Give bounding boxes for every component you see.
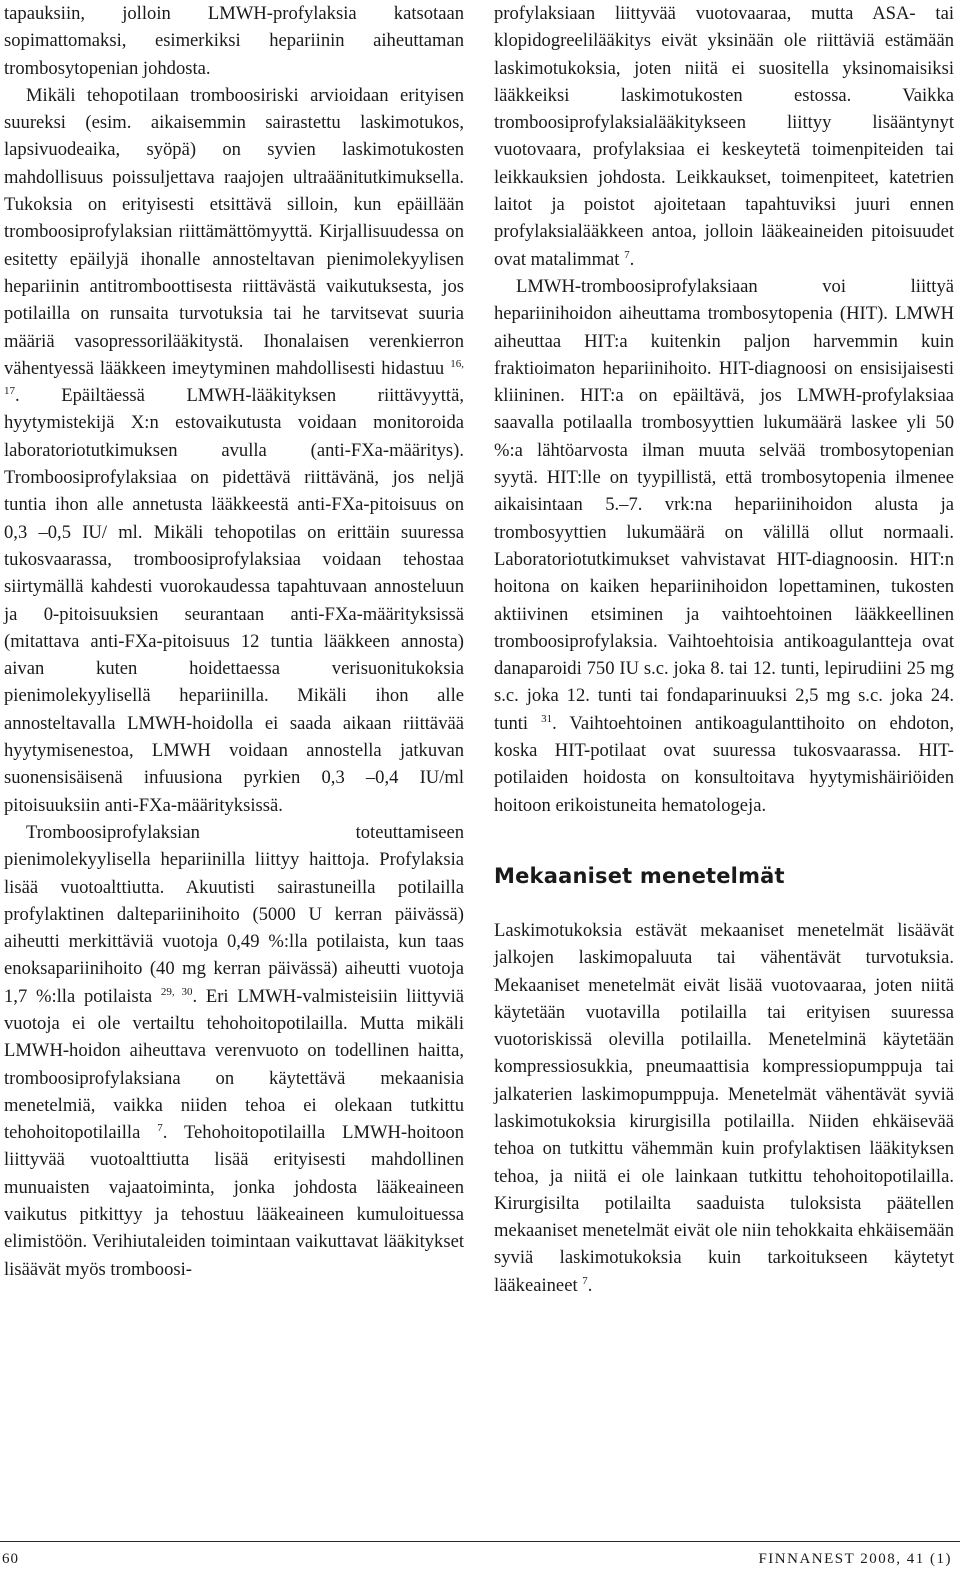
journal-reference: FINNANEST 2008, 41 (1) [758,1551,952,1567]
body-paragraph [494,273,954,819]
text-segment: . Tehohoitopotilailla LMWH-hoitoon liittyvää vuotoalttiutta lisää erityisesti mahdollinen munuaisten vajaatoiminta, jonka johdosta lääkeaineen vaikutus pitkittyy ja tehostuu lääkeaineen kumuloituessa elimistöön. Verihiutaleiden toimintaan vaikuttavat lääkitykset lisäävät myös tromboosi- [4,1122,464,1280]
citation-reference: 31 [541,712,553,725]
text-segment: LMWH-tromboosiprofylaksiaan voi liittyä hepariinihoidon aiheuttama trombosytopenia (HIT). LMWH aiheuttaa HIT:a kuitenkin paljon harvemmin kuin fraktioimaton hepariinihoito. HIT-diagnoosi on ensisijaisesti kliininen. HIT:a on epäiltävä, jos LMWH-profylaksiaa saavalla potilaalla trombosyyttien lukumäärä laskee yli 50 %:a lähtöarvosta ilman muuta selvää trombosytopenian syytä. HIT:lle on tyypillistä, että trombosytopenia ilmenee aikaisintaan 5.–7. vrk:na hepariinihoidon alusta ja trombosyyttien lukumäärä on välillä ollut normaali. Laboratoriotutkimukset vahvistavat HIT-diagnoosin. HIT:n hoitona on kaiken hepariinihoidon lopettaminen, tukosten aktiivinen etsiminen ja vaihtoehtoinen lääkkeellinen tromboosiprofylaksia. Vaihtoehtoisia antikoagulantteja ovat danaparoidi 750 IU s.c. joka 8. tai 12. tunti, lepirudiini 25 mg s.c. joka 12. tunti tai fondaparinuuksi 2,5 mg s.c. joka 24. tunti [494,275,954,734]
text-segment: . Vaihtoehtoinen antikoagulanttihoito on ehdoton, koska HIT-potilaat ovat suuressa tukosvaarassa. HIT-potilaiden hoidosta on konsultoitava hyytymishäiriöiden hoitoon erikoistuneita hematologeja. [494,712,954,816]
citation-reference: 7 [624,248,630,261]
right-column [494,0,954,1299]
citation-reference: 29, 30 [160,985,193,998]
text-segment: profylaksiaan liittyvää vuotovaaraa, mutta ASA- tai klopidogreelilääkitys eivät yksinään ole riittäviä estämään laskimotukoksia, joten niitä ei suositella yksinomaisiksi lääkkeiksi laskimotukosten estossa. Vaikka tromboosiprofylaksialääkitykseen liittyy lisääntynyt vuotovaara, profylaksiaa ei keskeytetä toimenpiteiden tai leikkauksien johdosta. Leikkaukset, toimenpiteet, katetrien laitot ja poistot ajoitetaan tapahtuviksi juuri ennen profylaksialääkkeen antoa, jolloin lääkeaineiden pitoisuudet ovat matalimmat [494,3,954,270]
section-heading: Mekaaniset menetelmät [494,863,785,888]
body-paragraph [4,0,464,82]
body-paragraph [494,917,954,1299]
citation-reference: 16, 17 [4,357,464,397]
left-column [4,0,464,1283]
text-segment: . [629,248,635,270]
text-segment: . Eri LMWH-valmisteisiin liittyviä vuotoja ei ole vertailtu tehohoitopotilailla. Mutta mikäli LMWH-hoidon aiheuttava verenvuoto on todellinen haitta, tromboosiprofylaksiana on käytettävä mekaanisia menetelmiä, vaikka niiden tehoa ei olekaan tutkittu tehohoitopotilailla [4,985,464,1144]
body-paragraph [494,0,954,273]
right-column-text-bottom [494,917,954,1299]
footer-divider [0,1541,960,1542]
text-segment: tapauksiin, jolloin LMWH-profylaksia katsotaan sopimattomaksi, esimerkiksi hepariinin aiheuttaman trombosytopenian johdosta. [4,3,464,79]
text-segment: Mikäli tehopotilaan tromboosiriski arvioidaan erityisen suureksi (esim. aikaisemmin sairastettu laskimotukos, lapsivuodeaika, syöpä) on syvien laskimotukosten mahdollisuus poissuljettava raajojen ultraäänitutkimuksella. Tukoksia on erityisesti etsittävä silloin, kun epäillään tromboosiprofylaksian riittämättömyyttä. Kirjallisuudessa on esitetty epäilyjä ihonalle annosteltavan pienimolekyylisen hepariinin antitromboottisesta riittävästä vaikutuksesta, jos potilailla on runsaita turvotuksia tai he tarvitsevat suuria määriä vasopressorilääkitystä. Ihonalaisen verenkierron vähentyessä lääkkeen imeytyminen mahdollisesti hidastuu [4,84,464,379]
page-number: 60 [2,1551,19,1567]
right-column-text-top [494,0,954,819]
text-segment: Tromboosiprofylaksian toteuttamiseen pienimolekyylisella hepariinilla liittyy haittoja. Profylaksia lisää vuotoalttiutta. Akuutisti sairastuneilla potilailla profylaktinen daltepariinihoito (5000 U kerran päivässä) aiheutti merkittäviä vuotoja 0,49 %:lla potilaista, kun taas enoksapariinihoito (40 mg kerran päivässä) aiheutti vuotoja 1,7 %:lla potilaista [4,821,464,1007]
citation-reference: 7 [157,1121,163,1134]
text-segment: . Epäiltäessä LMWH-lääkityksen riittävyyttä, hyytymistekijä X:n estovaikutusta voidaan monitoroida laboratoriotutkimuksen avulla (anti-FXa-määritys). Tromboosiprofylaksiaa on pidettävä riittävänä, jos neljä tuntia ihon alle annetusta lääkkeestä anti-FXa-pitoisuus on 0,3 –0,5 IU/ ml. Mikäli tehopotilas on erittäin suuressa tukosvaarassa, tromboosiprofylaksiaa voidaan tehostaa siirtymällä kahdesti vuorokaudessa tapahtuvaan annosteluun ja 0-pitoisuuksien seurantaan anti-FXa-määrityksissä (mitattava anti-FXa-pitoisuus 12 tuntia lääkkeen annosta) aivan kuten hoidettaessa verisuonitukoksia pienimolekyylisellä hepariinilla. Mikäli ihon alle annosteltavalla LMWH-hoidolla ei saada aikaan riittävää hyytymisenestoa, LMWH voidaan annostella jatkuvan suonensisäisenä infuusiona pyrkien 0,3 –0,4 IU/ml pitoisuuksiin anti-FXa-määrityksissä. [4,385,464,816]
citation-reference: 7 [582,1274,588,1287]
body-paragraph [4,82,464,819]
text-segment: . [587,1274,593,1296]
body-paragraph [4,819,464,1283]
text-segment: Laskimotukoksia estävät mekaaniset menetelmät lisäävät jalkojen laskimopaluuta tai vähentävät turvotuksia. Mekaaniset menetelmät eivät lisää vuotovaaraa, joten niitä käytetään vuotavilla potilailla tai erityisen suuressa vuotoriskissä olevilla potilailla. Menetelminä käytetään kompressiosukkia, pneumaattisia kompressiopumppuja tai jalkaterien laskimopumppuja. Menetelmät vähentävät syviä laskimotukoksia kirurgisilla potilailla. Niiden ehkäisevää tehoa on tutkittu vähemmän kuin profylaktisen lääkityksen tehoa, ja niitä ei ole lainkaan tutkittu tehohoitopotilailla. Kirurgisilta potilailta saaduista tuloksista päätellen mekaaniset menetelmät eivät ole niin tehokkaita ehkäisemään syviä laskimotukoksia kuin tarkoitukseen käytetyt lääkeaineet [494,919,954,1296]
